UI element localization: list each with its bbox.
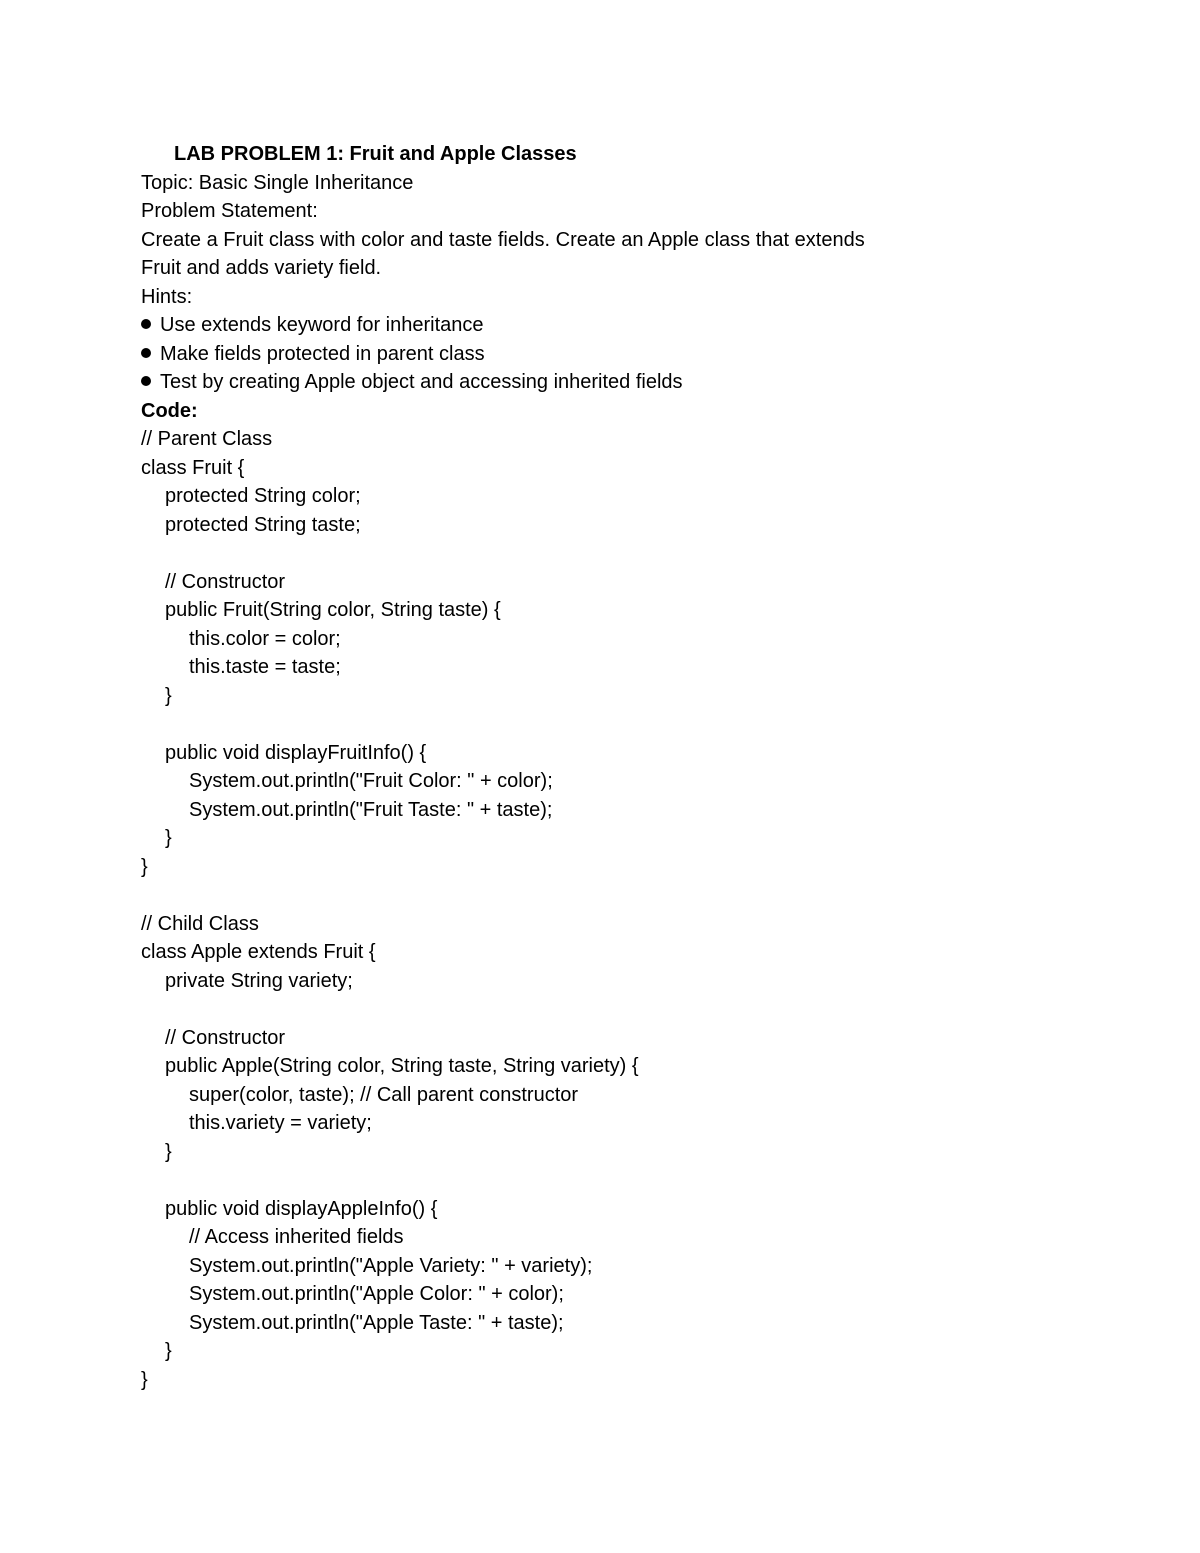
code-line: this.color = color;: [189, 627, 341, 650]
code-line: // Access inherited fields: [189, 1226, 404, 1248]
code-line: public Fruit(String color, String taste) {: [165, 599, 501, 621]
code-line: this.variety = variety;: [189, 1112, 372, 1134]
code-line: [141, 881, 1101, 910]
code-line: public void displayAppleInfo() {: [165, 1197, 438, 1220]
hint-item: Use extends keyword for inheritance: [141, 311, 1101, 340]
code-line: [141, 1166, 1101, 1195]
code-line: System.out.println("Fruit Taste: " + taste);: [189, 798, 553, 821]
code-line: [141, 995, 1101, 1024]
page-title: LAB PROBLEM 1: Fruit and Apple Classes: [174, 143, 577, 165]
document-content: [141, 140, 1101, 1394]
code-line: [141, 710, 1101, 739]
code-label: Code:: [141, 399, 198, 422]
topic-line: Topic: Basic Single Inheritance: [141, 171, 414, 194]
code-line: System.out.println("Apple Color: " + color);: [189, 1283, 564, 1305]
code-line: protected String color;: [165, 485, 361, 507]
code-line: this.taste = taste;: [189, 656, 341, 678]
hints-label: Hints:: [141, 285, 193, 308]
code-line: System.out.println("Apple Taste: " + taste);: [189, 1311, 564, 1334]
code-line: System.out.println("Fruit Color: " + color);: [189, 770, 553, 792]
code-line: // Constructor: [165, 570, 286, 593]
problem-statement-line-2: Fruit and adds variety field.: [141, 257, 382, 279]
problem-statement-line-1: Create a Fruit class with color and taste fields. Create an Apple class that extends: [141, 228, 865, 251]
code-line: }: [165, 827, 172, 849]
problem-statement-label: Problem Statement:: [141, 200, 318, 222]
code-line: public void displayFruitInfo() {: [165, 741, 427, 764]
code-line: }: [165, 1340, 172, 1362]
code-line: private String variety;: [165, 969, 353, 992]
code-line: // Child Class: [141, 912, 259, 935]
code-line: protected String taste;: [165, 513, 361, 536]
code-line: }: [141, 1368, 148, 1391]
code-line: [141, 539, 1101, 568]
code-block: [141, 425, 1101, 1394]
code-line: System.out.println("Apple Variety: " + variety);: [189, 1254, 593, 1277]
code-line: class Fruit {: [141, 456, 245, 479]
code-line: // Parent Class: [141, 428, 273, 450]
code-line: super(color, taste); // Call parent constructor: [189, 1083, 579, 1106]
code-line: // Constructor: [165, 1026, 286, 1049]
code-line: class Apple extends Fruit {: [141, 941, 376, 963]
hint-item: Make fields protected in parent class: [141, 340, 1101, 369]
hint-item: Test by creating Apple object and accessing inherited fields: [141, 368, 1101, 397]
code-line: }: [141, 855, 148, 878]
code-line: }: [165, 1140, 172, 1163]
code-line: }: [165, 684, 172, 707]
code-line: public Apple(String color, String taste, String variety) {: [165, 1055, 639, 1077]
